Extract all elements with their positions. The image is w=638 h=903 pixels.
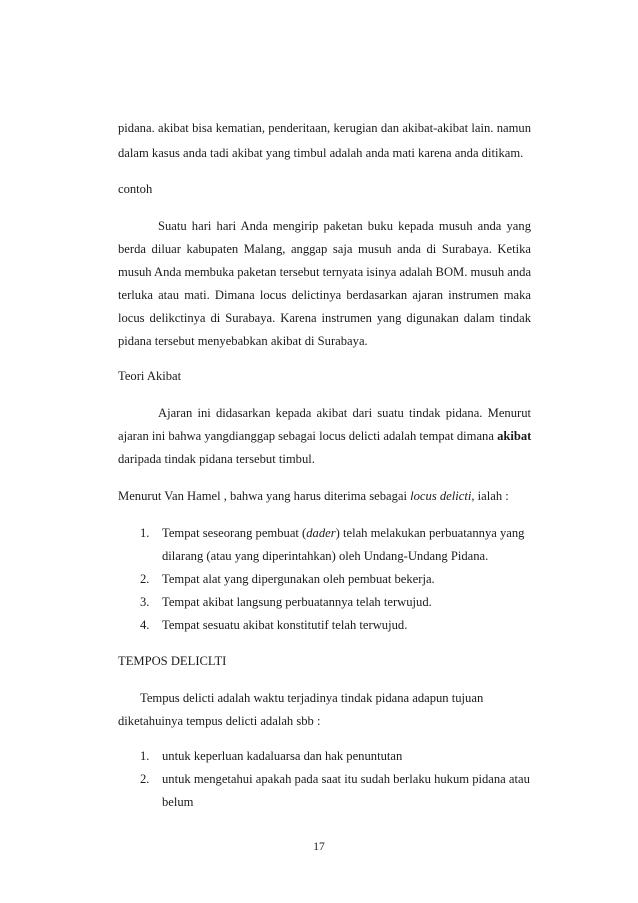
list-item [140, 771, 531, 787]
text-segment: Tempat seseorang pembuat ( [162, 526, 307, 540]
list-number: 2. [140, 572, 150, 586]
paragraph-line: dalam kasus anda tadi akibat yang timbul adalah anda mati karena anda ditikam. [118, 146, 524, 160]
text-segment: Menurut Van Hamel , bahwa yang harus diterima sebagai [118, 489, 411, 503]
text-segment: ajaran ini bahwa yangdianggap sebagai locus delicti adalah tempat dimana [118, 429, 498, 443]
heading-contoh: contoh [118, 182, 153, 196]
page-number: 17 [313, 841, 325, 853]
van-hamel-line [118, 488, 531, 504]
paragraph-line: berda diluar kabupaten Malang, anggap saja musuh anda di Surabaya. Ketika [118, 242, 531, 256]
list-number: 1. [140, 526, 150, 540]
list-text: Tempat akibat langsung perbuatannya telah terwujud. [162, 595, 432, 609]
paragraph-line: pidana. akibat bisa kematian, penderitaan, kerugian dan akibat-akibat lain. namun [118, 121, 531, 135]
list-text: untuk mengetahui apakah pada saat itu sudah berlaku hukum pidana atau [162, 772, 530, 786]
list-item-continuation: dilarang (atau yang diperintahkan) oleh Undang-Undang Pidana. [162, 549, 489, 563]
list-item [140, 617, 531, 633]
paragraph-line: terluka atau mati. Dimana locus delictinya berdasarkan ajaran instrumen maka [118, 288, 531, 302]
italic-text: dader [306, 526, 336, 540]
paragraph-line: Tempus delicti adalah waktu terjadinya tindak pidana adapun tujuan [140, 691, 484, 705]
list-number: 2. [140, 772, 150, 786]
bold-text: akibat [497, 429, 532, 443]
list-number: 1. [140, 749, 150, 763]
paragraph-line: pidana tersebut menyebabkan akibat di Surabaya. [118, 334, 368, 348]
paragraph-line: locus delikctinya di Surabaya. Karena instrumen yang digunakan dalam tindak [118, 311, 531, 325]
paragraph-line: Suatu hari hari Anda mengirip paketan buku kepada musuh anda yang [158, 219, 531, 233]
italic-text: locus delicti [410, 489, 472, 503]
list-number: 3. [140, 595, 150, 609]
paragraph-line: musuh Anda membuka paketan tersebut ternyata isinya adalah BOM. musuh anda [118, 265, 532, 279]
list-item [140, 571, 531, 587]
heading-teori-akibat: Teori Akibat [118, 369, 182, 383]
list-number: 4. [140, 618, 150, 632]
list-text: untuk keperluan kadaluarsa dan hak penuntutan [162, 749, 403, 763]
heading-tempos-delicti: TEMPOS DELICLTI [118, 654, 227, 668]
paragraph-line [118, 428, 531, 444]
list-text: Tempat alat yang dipergunakan oleh pembuat bekerja. [162, 572, 435, 586]
text-segment: ) telah melakukan perbuatannya yang [335, 526, 525, 540]
list-item [140, 594, 531, 610]
list-item [140, 525, 531, 541]
list-item-continuation: belum [162, 795, 194, 809]
paragraph-line: daripada tindak pidana tersebut timbul. [118, 452, 315, 466]
list-item [140, 748, 531, 764]
paragraph-line: diketahuinya tempus delicti adalah sbb : [118, 714, 321, 728]
paragraph-line: Ajaran ini didasarkan kepada akibat dari suatu tindak pidana. Menurut [158, 406, 531, 420]
text-segment: , ialah : [471, 489, 509, 503]
list-text: Tempat sesuatu akibat konstitutif telah terwujud. [162, 618, 408, 632]
